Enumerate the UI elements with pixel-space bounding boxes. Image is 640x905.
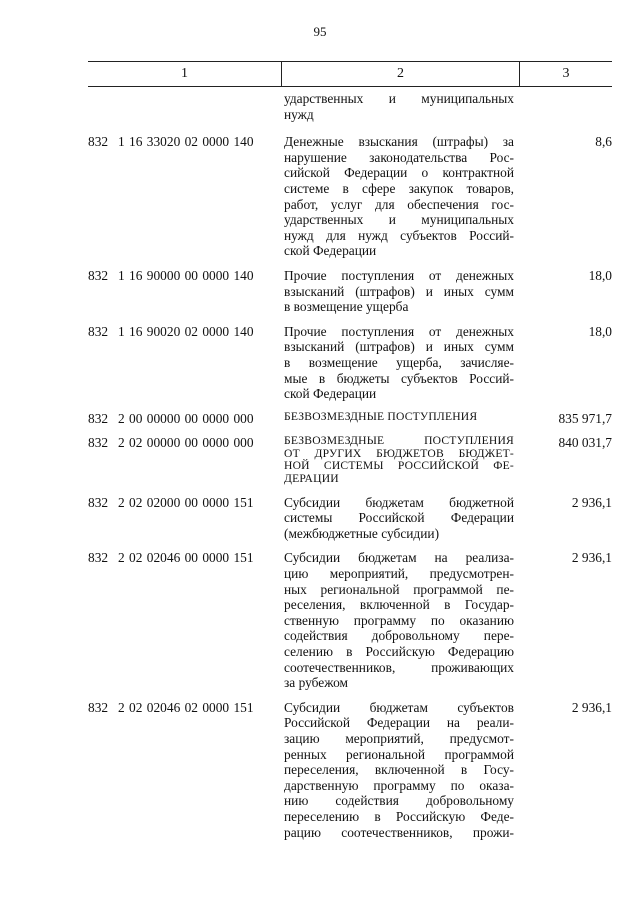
description-line: Российской Федерации на реали-	[284, 715, 514, 731]
description-line: ской Федерации	[284, 386, 377, 402]
description-cell	[284, 700, 514, 840]
description-line: Субсидии бюджетам бюджетной	[284, 494, 514, 510]
description-line: цию мероприятий, предусмотрен-	[284, 566, 514, 582]
classification-code: 2 02 02000 00 0000 151	[118, 494, 254, 510]
admin-code: 832	[88, 410, 109, 426]
description-line: ударственных и муниципальных	[284, 91, 514, 106]
description-line: ДЕРАЦИИ	[284, 472, 339, 486]
page-number: 95	[313, 24, 327, 39]
amount-cell: 8,6	[595, 134, 612, 150]
admin-code: 832	[88, 323, 109, 339]
description-line: нужд для нужд субъектов Россий-	[284, 227, 514, 243]
description-line: НОЙ СИСТЕМЫ РОССИЙСКОЙ ФЕ-	[284, 459, 514, 473]
description-line: взысканий (штрафов) и иных сумм	[284, 283, 514, 299]
description-line: переселения, включенной в Госу-	[284, 762, 514, 778]
description-line: мые в бюджеты субъектов Россий-	[284, 370, 514, 386]
description-line: селению в Российскую Федерацию	[284, 644, 514, 659]
classification-code: 2 00 00000 00 0000 000	[118, 410, 254, 426]
description-line: зацию мероприятий, предусмот-	[284, 730, 514, 746]
admin-code: 832	[88, 699, 109, 715]
code-cell-empty	[88, 91, 284, 122]
table-row	[88, 550, 612, 690]
table-row	[88, 134, 612, 259]
table-row	[88, 268, 612, 315]
description-line: нарушение законодательства Рос-	[284, 149, 514, 165]
description-cell	[284, 324, 514, 402]
admin-code: 832	[88, 494, 109, 510]
description-line: Субсидии бюджетам субъектов	[284, 699, 514, 715]
description-line: работ, услуг для обеспечения гос-	[284, 196, 514, 212]
description-line: сийской Федерации о контрактной	[284, 165, 514, 181]
description-line: содействия добровольному пере-	[284, 628, 514, 644]
table-row	[88, 324, 612, 402]
table-row	[88, 435, 612, 485]
description-line: в возмещение ущерба, зачисляе-	[284, 354, 514, 370]
code-cell	[88, 550, 284, 690]
column-header-1: 1	[88, 62, 282, 86]
classification-code: 1 16 90020 02 0000 140	[118, 323, 254, 339]
description-line: переселению в Российскую Феде-	[284, 808, 514, 824]
description-line: нужд	[284, 106, 314, 122]
description-line: ренных региональной программой	[284, 746, 514, 762]
code-cell	[88, 268, 284, 315]
description-cell	[284, 435, 514, 485]
description-line: рацию соотечественников, прожи-	[284, 824, 514, 840]
classification-code: 1 16 33020 02 0000 140	[118, 134, 254, 150]
code-cell	[88, 411, 284, 427]
description-line: Прочие поступления от денежных	[284, 323, 514, 339]
description-line: взысканий (штрафов) и иных сумм	[284, 339, 514, 355]
description-cell	[284, 91, 514, 122]
amount-cell: 2 936,1	[571, 550, 612, 566]
code-cell	[88, 435, 284, 485]
admin-code: 832	[88, 134, 109, 150]
table-header	[88, 61, 612, 87]
classification-code: 1 16 90000 00 0000 140	[118, 267, 254, 283]
description-cell	[284, 268, 514, 315]
description-line: ударственных и муниципальных	[284, 212, 514, 228]
amount-cell: 2 936,1	[571, 494, 612, 510]
description-line: ОТ ДРУГИХ БЮДЖЕТОВ БЮДЖЕТ-	[284, 446, 514, 460]
table-row	[88, 495, 612, 542]
description-line: БЕЗВОЗМЕЗДНЫЕ ПОСТУПЛЕНИЯ	[284, 434, 514, 448]
code-cell	[88, 495, 284, 542]
description-cell	[284, 495, 514, 542]
classification-code: 2 02 02046 02 0000 151	[118, 699, 254, 715]
description-line: в возмещение ущерба	[284, 299, 409, 315]
description-line: (межбюджетные субсидии)	[284, 525, 440, 541]
column-header-3: 3	[562, 66, 570, 81]
table-row-continuation	[88, 91, 612, 122]
amount-cell: 2 936,1	[571, 699, 612, 715]
description-line: ных региональной программой пе-	[284, 581, 514, 597]
table-body	[88, 87, 612, 840]
classification-code: 2 02 02046 00 0000 151	[118, 550, 254, 566]
description-line: Субсидии бюджетам на реализа-	[284, 550, 514, 566]
amount-cell: 835 971,7	[558, 410, 612, 426]
description-line: реселения, включенной в Государ-	[284, 597, 514, 613]
admin-code: 832	[88, 267, 109, 283]
description-line: БЕЗВОЗМЕЗДНЫЕ ПОСТУПЛЕНИЯ	[284, 409, 478, 423]
amount-cell: 18,0	[588, 267, 612, 283]
classification-code: 2 02 00000 00 0000 000	[118, 435, 254, 451]
code-cell	[88, 324, 284, 402]
amount-cell: 840 031,7	[558, 435, 612, 451]
amount-cell-empty	[514, 91, 612, 122]
column-header-2: 2	[282, 62, 520, 86]
admin-code: 832	[88, 435, 109, 451]
description-line: нию содействия добровольному	[284, 793, 514, 809]
description-line: системе в сфере закупок товаров,	[284, 180, 514, 196]
description-line: ской Федерации	[284, 243, 377, 259]
budget-table	[88, 61, 612, 849]
description-line: соотечественников, проживающих	[284, 659, 514, 675]
description-cell	[284, 134, 514, 259]
code-cell	[88, 134, 284, 259]
table-row	[88, 700, 612, 840]
code-cell	[88, 700, 284, 840]
description-line: системы Российской Федерации	[284, 510, 514, 526]
amount-cell: 18,0	[588, 323, 612, 339]
description-line: дарственную программу по оказа-	[284, 777, 514, 793]
admin-code: 832	[88, 550, 109, 566]
description-cell	[284, 411, 514, 427]
description-line: за рубежом	[284, 675, 349, 691]
description-cell	[284, 550, 514, 690]
description-line: ственную программу по оказанию	[284, 612, 514, 628]
description-line: Денежные взыскания (штрафы) за	[284, 134, 514, 150]
table-row	[88, 411, 612, 427]
description-line: Прочие поступления от денежных	[284, 267, 514, 283]
